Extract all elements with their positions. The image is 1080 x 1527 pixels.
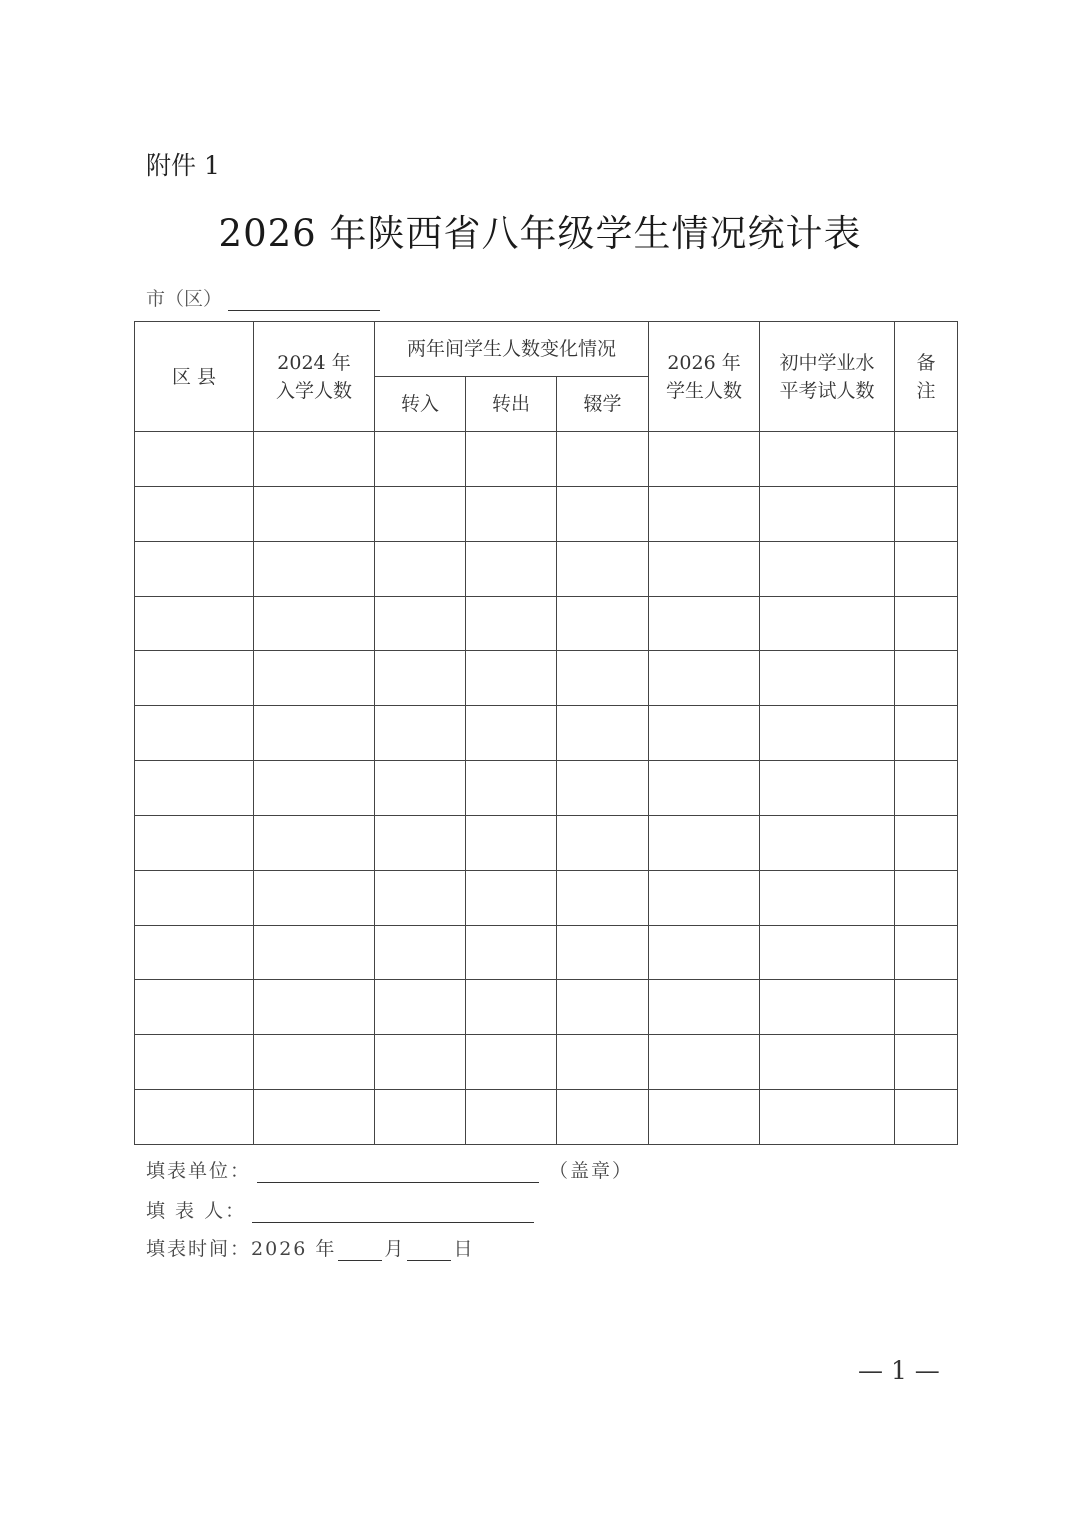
- table-cell[interactable]: [557, 1090, 649, 1145]
- table-cell[interactable]: [557, 596, 649, 651]
- table-cell[interactable]: [135, 651, 254, 706]
- header-transfer-in: 转入: [375, 377, 466, 432]
- table-cell[interactable]: [760, 1035, 895, 1090]
- table-cell[interactable]: [254, 1090, 375, 1145]
- table-cell[interactable]: [760, 980, 895, 1035]
- table-cell[interactable]: [557, 651, 649, 706]
- page-number: — 1 —: [858, 1356, 940, 1385]
- table-cell[interactable]: [466, 815, 557, 870]
- table-row: [135, 761, 958, 816]
- table-row: [135, 815, 958, 870]
- filler-blank[interactable]: [252, 1200, 534, 1223]
- table-cell[interactable]: [466, 925, 557, 980]
- table-cell[interactable]: [375, 432, 466, 487]
- table-cell[interactable]: [649, 486, 760, 541]
- table-cell[interactable]: [135, 596, 254, 651]
- table-cell[interactable]: [557, 541, 649, 596]
- table-cell[interactable]: [649, 596, 760, 651]
- table-cell[interactable]: [557, 925, 649, 980]
- table-cell[interactable]: [254, 486, 375, 541]
- fill-day-text: 日: [453, 1238, 475, 1260]
- table-cell[interactable]: [254, 870, 375, 925]
- fill-unit-blank[interactable]: [257, 1160, 539, 1183]
- header-enrollment-year: 2024 年: [277, 351, 351, 374]
- table-cell[interactable]: [466, 596, 557, 651]
- table-cell[interactable]: [895, 1035, 958, 1090]
- table-row: [135, 925, 958, 980]
- table-row: [135, 980, 958, 1035]
- table-cell[interactable]: [649, 541, 760, 596]
- table-row: [135, 870, 958, 925]
- table-cell[interactable]: [895, 980, 958, 1035]
- table-cell[interactable]: [760, 432, 895, 487]
- table-cell[interactable]: [895, 651, 958, 706]
- table-cell[interactable]: [557, 870, 649, 925]
- table-cell[interactable]: [254, 925, 375, 980]
- table-cell[interactable]: [254, 651, 375, 706]
- table-cell[interactable]: [895, 706, 958, 761]
- header-dropout: 辍学: [557, 377, 649, 432]
- table-cell[interactable]: [254, 596, 375, 651]
- table-row: [135, 541, 958, 596]
- city-field: [146, 284, 380, 311]
- table-cell[interactable]: [760, 925, 895, 980]
- table-cell[interactable]: [135, 761, 254, 816]
- table-cell[interactable]: [375, 486, 466, 541]
- header-exam-count: [760, 322, 895, 432]
- table-cell[interactable]: [466, 432, 557, 487]
- table-cell[interactable]: [466, 486, 557, 541]
- table-cell[interactable]: [135, 432, 254, 487]
- table-cell[interactable]: [895, 870, 958, 925]
- table-cell[interactable]: [254, 541, 375, 596]
- table-cell[interactable]: [760, 486, 895, 541]
- table-cell[interactable]: [557, 706, 649, 761]
- table-cell[interactable]: [375, 925, 466, 980]
- table-cell[interactable]: [375, 1035, 466, 1090]
- table-cell[interactable]: [895, 432, 958, 487]
- table-cell[interactable]: [557, 761, 649, 816]
- table-cell[interactable]: [135, 706, 254, 761]
- table-cell[interactable]: [375, 541, 466, 596]
- table-cell[interactable]: [466, 980, 557, 1035]
- table-row: [135, 432, 958, 487]
- table-body: [135, 432, 958, 1145]
- table-cell[interactable]: [557, 432, 649, 487]
- filler-line: [146, 1196, 534, 1223]
- table-cell[interactable]: [466, 1035, 557, 1090]
- table-cell[interactable]: [375, 761, 466, 816]
- table-cell[interactable]: [649, 432, 760, 487]
- table-cell[interactable]: [375, 651, 466, 706]
- table-cell[interactable]: [135, 815, 254, 870]
- table-cell[interactable]: [760, 541, 895, 596]
- table-cell[interactable]: [760, 651, 895, 706]
- stamp-note: （盖章）: [549, 1160, 634, 1182]
- table-cell[interactable]: [649, 706, 760, 761]
- table-cell[interactable]: [557, 980, 649, 1035]
- table-row: [135, 651, 958, 706]
- table-cell[interactable]: [649, 761, 760, 816]
- header-enrollment-count: 入学人数: [275, 379, 352, 402]
- header-remark-line2: 注: [916, 379, 936, 402]
- fill-time-line: [146, 1234, 474, 1261]
- table-cell[interactable]: [375, 870, 466, 925]
- fill-unit-label: 填表单位：: [146, 1160, 252, 1182]
- table-row: [135, 706, 958, 761]
- table-row: [135, 1090, 958, 1145]
- header-change-group: 两年间学生人数变化情况: [375, 322, 649, 377]
- table-cell[interactable]: [649, 651, 760, 706]
- header-current-year: 2026 年: [667, 351, 741, 374]
- table-cell[interactable]: [254, 815, 375, 870]
- statistics-table: [134, 321, 958, 1145]
- month-blank[interactable]: [338, 1238, 382, 1261]
- table-cell[interactable]: [375, 1090, 466, 1145]
- table-cell[interactable]: [254, 432, 375, 487]
- table-cell[interactable]: [649, 870, 760, 925]
- header-district: 区 县: [135, 322, 254, 432]
- table-cell[interactable]: [760, 596, 895, 651]
- table-cell[interactable]: [466, 651, 557, 706]
- table-cell[interactable]: [466, 870, 557, 925]
- table-cell[interactable]: [135, 1090, 254, 1145]
- table-cell[interactable]: [466, 1090, 557, 1145]
- fill-month-text: 月: [384, 1238, 406, 1260]
- table-cell[interactable]: [375, 980, 466, 1035]
- table-cell[interactable]: [760, 706, 895, 761]
- table-cell[interactable]: [254, 761, 375, 816]
- attachment-label: 附件 1: [146, 151, 220, 180]
- day-blank[interactable]: [407, 1238, 451, 1261]
- table-cell[interactable]: [895, 596, 958, 651]
- table-cell[interactable]: [649, 815, 760, 870]
- table-cell[interactable]: [649, 925, 760, 980]
- header-remark-line1: 备: [916, 351, 936, 374]
- table-cell[interactable]: [895, 1090, 958, 1145]
- table-cell[interactable]: [557, 1035, 649, 1090]
- fill-year-text: 2026 年: [251, 1238, 337, 1260]
- table-cell[interactable]: [760, 761, 895, 816]
- table-cell[interactable]: [895, 761, 958, 816]
- table-cell[interactable]: [466, 761, 557, 816]
- table-cell[interactable]: [135, 1035, 254, 1090]
- header-exam-line1: 初中学业水: [779, 351, 875, 374]
- fill-time-label: 填表时间：: [146, 1238, 252, 1260]
- table-cell[interactable]: [135, 486, 254, 541]
- table-cell[interactable]: [760, 815, 895, 870]
- table-row: [135, 596, 958, 651]
- table-cell[interactable]: [254, 706, 375, 761]
- table-cell[interactable]: [895, 815, 958, 870]
- table-cell[interactable]: [649, 1035, 760, 1090]
- city-blank-line[interactable]: [228, 288, 380, 311]
- table-row: [135, 1035, 958, 1090]
- table-cell[interactable]: [557, 486, 649, 541]
- table-cell[interactable]: [557, 815, 649, 870]
- fill-unit-line: [146, 1156, 633, 1183]
- table-cell[interactable]: [135, 980, 254, 1035]
- table-cell[interactable]: [895, 486, 958, 541]
- table-cell[interactable]: [375, 815, 466, 870]
- document-title: 2026 年陕西省八年级学生情况统计表: [218, 212, 862, 255]
- table-cell[interactable]: [254, 1035, 375, 1090]
- table-cell[interactable]: [895, 541, 958, 596]
- header-exam-line2: 平考试人数: [779, 379, 875, 402]
- table-cell[interactable]: [375, 596, 466, 651]
- table-cell[interactable]: [649, 1090, 760, 1145]
- table-cell[interactable]: [254, 980, 375, 1035]
- table-row: [135, 486, 958, 541]
- table-cell[interactable]: [895, 925, 958, 980]
- table-cell[interactable]: [760, 870, 895, 925]
- table-cell[interactable]: [135, 541, 254, 596]
- table-cell[interactable]: [466, 706, 557, 761]
- header-transfer-out: 转出: [466, 377, 557, 432]
- header-enrollment: [254, 322, 375, 432]
- table-cell[interactable]: [760, 1090, 895, 1145]
- table-cell[interactable]: [135, 925, 254, 980]
- filler-label: 填 表 人：: [146, 1200, 247, 1222]
- table-cell[interactable]: [649, 980, 760, 1035]
- header-current-students: [649, 322, 760, 432]
- header-current-count: 学生人数: [666, 379, 743, 402]
- city-label: 市（区）: [146, 288, 223, 310]
- table-cell[interactable]: [466, 541, 557, 596]
- table-cell[interactable]: [375, 706, 466, 761]
- table-cell[interactable]: [135, 870, 254, 925]
- header-remark: [895, 322, 958, 432]
